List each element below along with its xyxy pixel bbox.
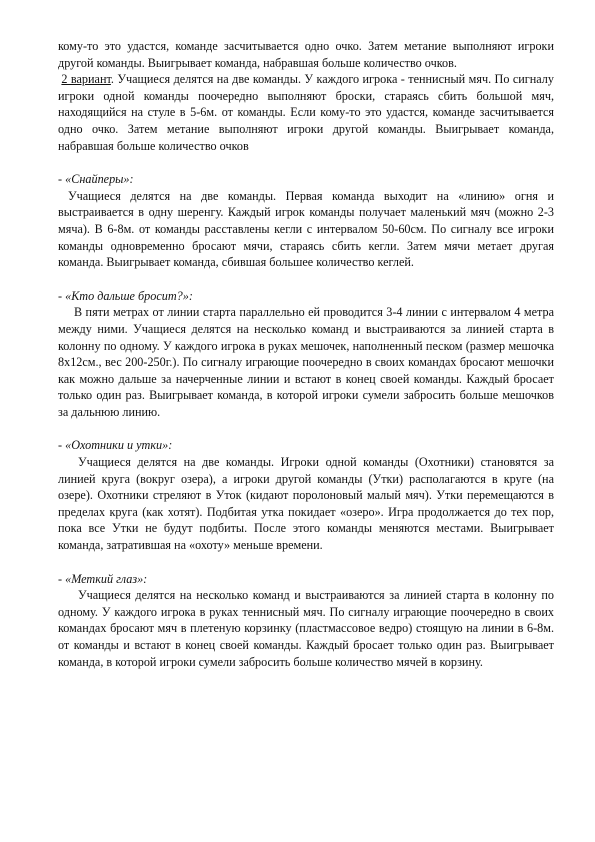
section-text-hunters-and-ducks: Учащиеся делятся на две команды. Игроки одной команды (Охотники) становятся за линией круга (вокруг озера), а игроки другой команды (Утки) располагаются в круге (на озере). Охотники стреляют в Уток (кидают поролоновый малый мяч). Утки перемещаются в пределах круга (как хотят). Подбитая утка покидает «озеро». Игра продолжается до тех пор, пока все Утки не будут подбиты. После этого команды меняются местами. Выигрывает команда, затратившая на «охоту» меньше времени.: [58, 455, 554, 553]
section-heading-who-throws-further: [58, 288, 554, 305]
section-title: «Меткий глаз»:: [65, 571, 148, 586]
heading-prefix: -: [58, 438, 66, 453]
section-text-who-throws-further: В пяти метрах от линии старта параллельно ей проводится 3-4 линии с интервалом 4 метра между ними. Учащиеся делятся на несколько команд и выстраиваются за линией старта в колонну по одному. У каждого игрока в руках мешочек, наполненный песком (размер мешочка 8х12см., вес 200-250г.). По сигналу играющие поочередно в своих командах бросают мешочки как можно дальше за начерченные линии и встают в конец своей команды. Каждый бросает только один раз. Выигрывает команда, в которой игроки сумели забросить больше мешочков за дальнюю линию.: [58, 305, 554, 419]
section-title: «Охотники и утки»:: [65, 438, 173, 453]
variant-paragraph: [58, 71, 554, 154]
section-title: «Кто дальше бросит?»:: [65, 288, 193, 303]
heading-prefix: -: [58, 571, 66, 586]
section-heading-sharp-eye: [58, 571, 554, 588]
section-text-sharp-eye: Учащиеся делятся на несколько команд и выстраиваются за линией старта в колонну по одному. У каждого игрока в руках теннисный мяч. По сигналу играющие поочередно в своих командах бросают мяч в плетеную корзинку (пластмассовое ведро) стоящую на линии в 6-8м. от команды и встают в конец своей команды. Каждый бросает только один раз. Выигрывает команда, в которой игроки сумели забросить больше количество мячей в корзину.: [58, 588, 554, 669]
section-heading-snipers: [58, 171, 554, 188]
heading-prefix: -: [58, 172, 66, 187]
intro-paragraph: кому-то это удастся, команде засчитывается одно очко. Затем метание выполняют игроки другой команды. Выигрывает команда, набравшая больше количество очков.: [58, 39, 554, 70]
variant-text: . Учащиеся делятся на две команды. У каждого игрока - теннисный мяч. По сигналу игроки одной команды поочередно выполняют броски, стараясь сбить большой мяч, находящийся на стуле в 5-6м. от команды. Если кому-то это удастся, команде засчитывается одно очко. Затем метание выполняют игроки другой команды. Выигрывает команда, набравшая больше количество очков: [58, 72, 554, 153]
section-text-snipers: Учащиеся делятся на две команды. Первая команда выходит на «линию» огня и выстраивается в одну шеренгу. Каждый игрок команды получает маленький мяч (можно 2-3 мяча). В 6-8м. от команды расставлены кегли с интервалом 50-60см. По сигналу все игроки команды одновременно бросают мячи, стараясь сбить кегли. Затем мячи метает другая команда. Выигрывает команда, сбившая большее количество кеглей.: [58, 188, 554, 270]
variant-label: 2 вариант: [61, 72, 111, 87]
heading-prefix: -: [58, 288, 66, 303]
section-heading-hunters-and-ducks: [58, 437, 554, 454]
section-title: «Снайперы»:: [65, 172, 134, 187]
